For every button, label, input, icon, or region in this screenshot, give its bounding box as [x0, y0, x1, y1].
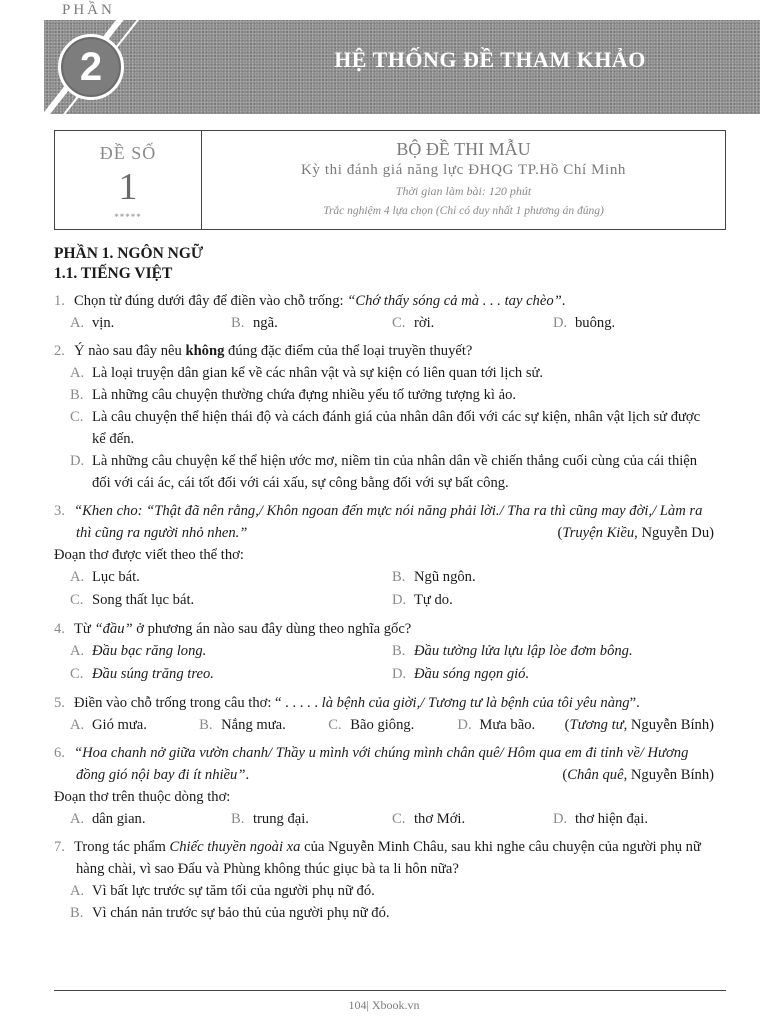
page-title: HỆ THỐNG ĐỀ THAM KHẢO — [334, 47, 646, 72]
option-a — [70, 880, 714, 902]
exam-info-box — [54, 130, 726, 230]
options-row — [54, 589, 714, 612]
option-text: Song thất lục bát. — [92, 592, 195, 608]
option-text: Là loại truyện dân gian kể về các nhân vật và sự kiện có liên quan tới lịch sử. — [92, 365, 544, 381]
quote-source — [557, 522, 714, 544]
stem-end: ”. — [629, 695, 640, 711]
option-c — [70, 663, 392, 686]
option-letter: B. — [392, 643, 406, 659]
option-d — [392, 589, 714, 612]
source-paren: ( — [557, 525, 563, 541]
banner-left-margin — [0, 20, 44, 114]
option-a — [70, 312, 231, 334]
question-lead: Đoạn thơ trên thuộc dòng thơ: — [54, 789, 231, 805]
option-a — [70, 566, 392, 589]
option-letter: B. — [199, 717, 213, 733]
question-5 — [54, 692, 714, 736]
stem-text: đúng đặc điểm của thể loại truyền thuyết? — [224, 343, 473, 359]
option-d — [553, 808, 714, 830]
stem-quote: là bệnh của giời,/ Tương tư là bệnh của tôi yêu nàng — [321, 695, 630, 711]
option-letter: B. — [70, 387, 84, 403]
option-letter: B. — [231, 811, 245, 827]
option-b — [199, 714, 328, 736]
question-number: 3. — [54, 503, 65, 519]
option-letter: C. — [392, 811, 406, 827]
question-2 — [54, 340, 714, 494]
option-text: vịn. — [92, 315, 115, 331]
source-author: , Nguyễn Du) — [634, 525, 714, 541]
option-letter: C. — [392, 315, 406, 331]
question-6 — [54, 742, 714, 830]
options-row — [54, 640, 714, 663]
exam-number-label: ĐỀ SỐ — [99, 143, 157, 163]
option-text: ngã. — [253, 315, 278, 331]
option-a — [70, 362, 714, 384]
options-row — [54, 566, 714, 589]
exam-stars: ***** — [114, 212, 142, 222]
option-text: Là những câu chuyện kể thể hiện ước mơ, niềm tin của nhân dân về chiến thắng cuối cùng của cái thiện đối với cái ác, cái tốt đối với cái xấu, sự công bằng đối với sự bất công. — [92, 453, 698, 491]
options-list — [54, 880, 714, 924]
option-a — [70, 714, 199, 736]
option-text: Mưa bão. — [479, 717, 536, 733]
option-text: Gió mưa. — [92, 717, 147, 733]
quote-source — [562, 764, 714, 786]
exam-subtitle: Kỳ thi đánh giá năng lực ĐHQG TP.Hồ Chí Minh — [300, 162, 627, 178]
stem-end: . — [245, 767, 250, 783]
quote-source — [564, 714, 714, 736]
option-letter: A. — [70, 811, 85, 827]
stem-work-title: Chiếc thuyền ngoài xa — [169, 839, 301, 855]
option-text: Vì chán nản trước sự bảo thủ của người phụ nữ đó. — [92, 905, 390, 921]
options-row — [54, 808, 714, 830]
question-number: 5. — [54, 695, 65, 711]
option-letter: D. — [392, 666, 407, 682]
stem-quote: “Chớ thấy sóng cả mà . . . tay chèo” — [347, 293, 562, 309]
option-b — [231, 808, 392, 830]
stem-text: Trong tác phẩm — [74, 839, 170, 855]
option-letter: D. — [553, 811, 568, 827]
option-letter: D. — [392, 592, 407, 608]
question-stem — [54, 836, 714, 880]
stem-text: ở phương án nào sau đây dùng theo nghĩa gốc? — [132, 621, 412, 637]
question-1 — [54, 290, 714, 334]
option-letter: A. — [70, 883, 85, 899]
exam-title: BỘ ĐỀ THI MẪU — [396, 139, 531, 159]
option-letter: D. — [70, 453, 85, 469]
options-row — [54, 312, 714, 334]
options-row — [54, 714, 587, 736]
question-number: 6. — [54, 745, 65, 761]
source-title: Truyện Kiều — [562, 525, 635, 541]
option-text: Tự do. — [414, 592, 453, 608]
exam-description-panel — [202, 131, 725, 229]
option-letter: C. — [70, 592, 84, 608]
stem-emphasis: không — [185, 343, 225, 359]
option-a — [70, 808, 231, 830]
option-letter: B. — [70, 905, 84, 921]
stem-text: Chọn từ đúng dưới đây để điền vào chỗ trống: — [74, 293, 348, 309]
option-text: thơ Mới. — [414, 811, 466, 827]
option-d — [457, 714, 586, 736]
option-c — [392, 808, 553, 830]
option-letter: A. — [70, 365, 85, 381]
stem-end: . — [561, 293, 566, 309]
option-b — [231, 312, 392, 334]
option-c — [328, 714, 457, 736]
option-text: Đầu tường lửa lựu lập lòe đơm bông. — [414, 643, 633, 659]
stem-quote: “Khen cho: “Thật đã nên rằng,/ Khôn ngoan đến mực nói năng phải lời./ Tha ra thì cũng may đời,/ Làm ra thì cũng ra người nhỏ nhen.” — [74, 503, 703, 541]
question-stem — [54, 290, 714, 312]
option-d — [70, 450, 714, 494]
question-stem — [54, 500, 714, 544]
option-letter: A. — [70, 643, 85, 659]
option-b — [70, 902, 714, 924]
option-letter: D. — [457, 717, 472, 733]
source-paren: ( — [562, 767, 568, 783]
option-c — [392, 312, 553, 334]
option-letter: C. — [328, 717, 342, 733]
option-letter: C. — [70, 666, 84, 682]
question-number: 7. — [54, 839, 65, 855]
option-text: Là những câu chuyện thường chứa đựng nhiều yếu tố tưởng tượng kì ảo. — [92, 387, 517, 403]
source-title: Chân quê — [567, 767, 624, 783]
question-stem — [54, 618, 714, 640]
stem-quote: “đầu” — [94, 621, 133, 637]
question-number: 2. — [54, 343, 65, 359]
option-text: Đầu sóng ngọn gió. — [414, 666, 530, 682]
source-author: , Nguyễn Bính) — [623, 767, 714, 783]
option-text: Đầu súng trăng treo. — [92, 666, 214, 682]
option-b — [70, 384, 714, 406]
exam-format: Trắc nghiệm 4 lựa chọn (Chỉ có duy nhất 1 phương án đúng) — [323, 205, 604, 217]
option-letter: B. — [231, 315, 245, 331]
option-a — [70, 640, 392, 663]
part-number: 2 — [79, 45, 103, 89]
option-text: Lục bát. — [92, 569, 140, 585]
page-footer: 104| Xbook.vn — [348, 998, 420, 1012]
question-number: 1. — [54, 293, 65, 309]
option-text: Bão giông. — [350, 717, 415, 733]
source-author: , Nguyễn Bính) — [623, 717, 714, 733]
option-c — [70, 589, 392, 612]
option-text: buông. — [575, 315, 616, 331]
option-text: trung đại. — [253, 811, 309, 827]
option-text: Là câu chuyện thể hiện thái độ và cách đánh giá của nhân dân đối với các sự kiện, nhân vật lịch sử được kể đến. — [92, 409, 701, 447]
option-text: Vì bất lực trước sự tăm tối của người phụ nữ đó. — [92, 883, 375, 899]
question-4 — [54, 618, 714, 686]
stem-text: Từ — [74, 621, 95, 637]
questions-content — [54, 244, 714, 924]
option-letter: A. — [70, 569, 85, 585]
question-3 — [54, 500, 714, 612]
part-number-badge — [58, 34, 124, 100]
stem-text: Ý nào sau đây nêu — [74, 343, 186, 359]
option-letter: C. — [70, 409, 84, 425]
part-heading: PHẦN 1. NGÔN NGỮ — [54, 245, 204, 262]
subsection-heading: 1.1. TIẾNG VIỆT — [54, 265, 173, 282]
question-lead: Đoạn thơ được viết theo thể thơ: — [54, 547, 244, 563]
option-d — [553, 312, 714, 334]
option-text: Ngũ ngôn. — [414, 569, 476, 585]
option-b — [392, 566, 714, 589]
question-7 — [54, 836, 714, 924]
option-d — [392, 663, 714, 686]
option-text: Nắng mưa. — [221, 717, 286, 733]
option-text: dân gian. — [92, 811, 146, 827]
exam-number-panel — [55, 131, 202, 229]
part-label: PHẦN — [62, 2, 115, 18]
option-letter: A. — [70, 315, 85, 331]
stem-text: Điền vào chỗ trống trong câu thơ: “ . . . . . — [74, 695, 322, 711]
source-title: Tương tư — [569, 717, 624, 733]
question-stem — [54, 742, 714, 786]
option-letter: B. — [392, 569, 406, 585]
option-text: rời. — [414, 315, 435, 331]
option-text: thơ hiện đại. — [575, 811, 648, 827]
option-letter: D. — [553, 315, 568, 331]
option-c — [70, 406, 714, 450]
stem-text: của Nguyễn Minh Châu, sau khi nghe câu chuyện của người phụ nữ hàng chài, vì sao Đẩu và Phùng không thúc giục bà ta li hôn nữa? — [76, 839, 701, 877]
option-text: Đầu bạc răng long. — [92, 643, 207, 659]
options-list — [54, 362, 714, 494]
question-stem — [54, 340, 714, 362]
source-paren: ( — [564, 717, 570, 733]
stem-quote: “Hoa chanh nở giữa vườn chanh/ Thầy u mình với chúng mình chân quê/ Hôm qua em đi tỉnh về/ Hương đồng gió nội bay đi ít nhiều” — [74, 745, 689, 783]
exam-time: Thời gian làm bài: 120 phút — [395, 184, 532, 198]
exam-number: 1 — [118, 166, 138, 208]
option-b — [392, 640, 714, 663]
footer-divider — [54, 990, 726, 991]
options-row — [54, 663, 714, 686]
question-number: 4. — [54, 621, 65, 637]
option-letter: A. — [70, 717, 85, 733]
